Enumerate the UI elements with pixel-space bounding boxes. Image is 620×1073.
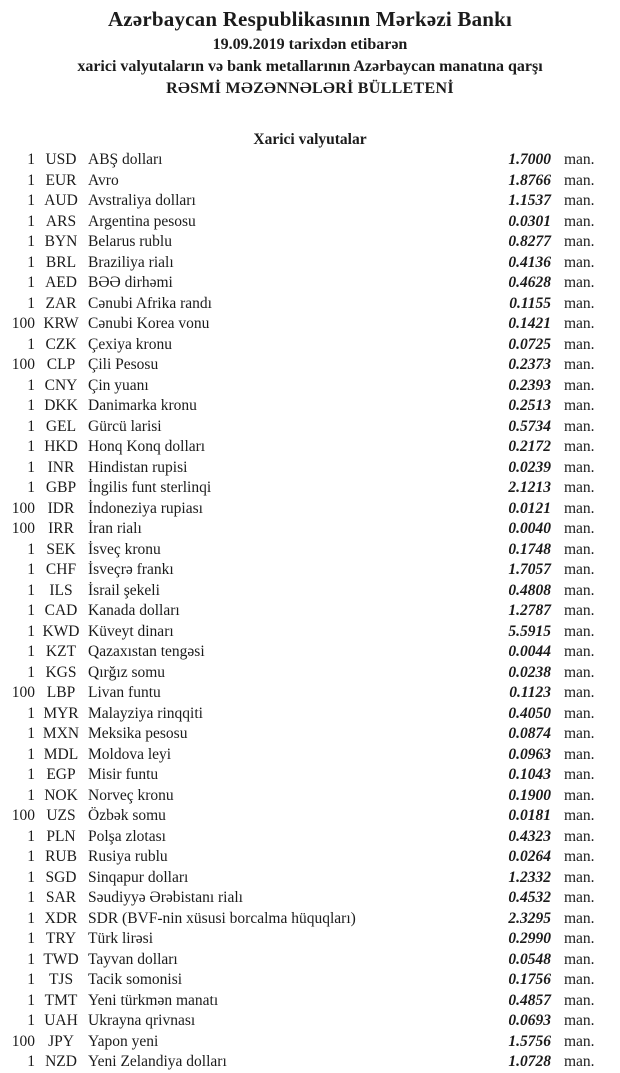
currency-name-cell: Moldova leyi bbox=[88, 745, 172, 763]
currency-code-cell: AUD bbox=[44, 192, 78, 210]
quantity-cell: 1 bbox=[27, 622, 35, 640]
unit-cell: man. bbox=[564, 827, 595, 845]
currency-code-cell: AED bbox=[45, 274, 77, 292]
unit-cell: man. bbox=[564, 192, 595, 210]
quantity-cell: 1 bbox=[27, 171, 35, 189]
rate-value-cell: 0.0874 bbox=[508, 725, 551, 743]
currency-name-cell: Avstraliya dolları bbox=[88, 192, 196, 210]
currency-name-cell: Braziliya rialı bbox=[88, 253, 174, 271]
currency-code-cell: UZS bbox=[46, 807, 76, 825]
bulletin-title: RƏSMİ MƏZƏNNƏLƏRİ BÜLLETENİ bbox=[166, 80, 454, 97]
bulletin-header bbox=[0, 0, 620, 100]
table-row bbox=[0, 950, 620, 971]
currency-code-cell: TRY bbox=[45, 930, 77, 948]
currency-name-cell: Avro bbox=[88, 171, 119, 189]
currency-name-cell: Norveç kronu bbox=[88, 786, 174, 804]
currency-code-cell: EUR bbox=[45, 171, 77, 189]
unit-cell: man. bbox=[564, 417, 595, 435]
unit-cell: man. bbox=[564, 540, 595, 558]
quantity-cell: 1 bbox=[27, 438, 35, 456]
table-row bbox=[0, 499, 620, 520]
rate-value-cell: 0.1043 bbox=[508, 766, 551, 784]
currency-code-cell: MXN bbox=[42, 725, 80, 743]
quantity-cell: 1 bbox=[27, 1012, 35, 1030]
currency-name-cell: İran rialı bbox=[88, 520, 142, 538]
currency-code-cell: UAH bbox=[44, 1012, 78, 1030]
rate-value-cell: 1.7057 bbox=[508, 561, 551, 579]
unit-cell: man. bbox=[564, 971, 595, 989]
unit-cell: man. bbox=[564, 684, 595, 702]
quantity-cell: 1 bbox=[27, 848, 35, 866]
table-row bbox=[0, 396, 620, 417]
table-row bbox=[0, 376, 620, 397]
table-row bbox=[0, 581, 620, 602]
currency-name-cell: Sinqapur dolları bbox=[88, 868, 189, 886]
currency-code-cell: USD bbox=[45, 151, 77, 169]
currency-code-cell: DKK bbox=[44, 397, 78, 415]
quantity-cell: 1 bbox=[27, 417, 35, 435]
rate-value-cell: 0.4808 bbox=[508, 581, 551, 599]
currency-code-cell: SGD bbox=[45, 868, 77, 886]
table-row bbox=[0, 191, 620, 212]
unit-cell: man. bbox=[564, 786, 595, 804]
currency-code-cell: ILS bbox=[49, 581, 73, 599]
currency-code-cell: CAD bbox=[44, 602, 78, 620]
rate-value-cell: 0.0044 bbox=[508, 643, 551, 661]
currency-code-cell: KGS bbox=[45, 663, 77, 681]
quantity-cell: 1 bbox=[27, 1053, 35, 1071]
unit-cell: man. bbox=[564, 868, 595, 886]
quantity-cell: 1 bbox=[27, 151, 35, 169]
quantity-cell: 1 bbox=[27, 335, 35, 353]
unit-cell: man. bbox=[564, 766, 595, 784]
currency-code-cell: JPY bbox=[48, 1032, 74, 1050]
rate-value-cell: 0.1900 bbox=[508, 786, 551, 804]
quantity-cell: 100 bbox=[11, 520, 35, 538]
quantity-cell: 1 bbox=[27, 397, 35, 415]
table-row bbox=[0, 478, 620, 499]
unit-cell: man. bbox=[564, 520, 595, 538]
rate-value-cell: 1.5756 bbox=[508, 1032, 551, 1050]
unit-cell: man. bbox=[564, 725, 595, 743]
currency-name-cell: İndoneziya rupiası bbox=[88, 499, 203, 517]
table-row bbox=[0, 642, 620, 663]
table-row bbox=[0, 704, 620, 725]
currency-code-cell: XDR bbox=[44, 909, 78, 927]
rate-value-cell: 1.2332 bbox=[508, 868, 551, 886]
table-row bbox=[0, 437, 620, 458]
rate-value-cell: 1.0728 bbox=[508, 1053, 551, 1071]
currency-code-cell: KRW bbox=[43, 315, 79, 333]
quantity-cell: 1 bbox=[27, 725, 35, 743]
rate-value-cell: 0.4323 bbox=[508, 827, 551, 845]
currency-name-cell: İsveçrə frankı bbox=[88, 561, 174, 579]
rate-value-cell: 0.1421 bbox=[508, 315, 551, 333]
table-row bbox=[0, 745, 620, 766]
table-row bbox=[0, 212, 620, 233]
unit-cell: man. bbox=[564, 602, 595, 620]
unit-cell: man. bbox=[564, 643, 595, 661]
unit-cell: man. bbox=[564, 581, 595, 599]
rate-value-cell: 0.8277 bbox=[508, 233, 551, 251]
rate-value-cell: 0.0548 bbox=[508, 950, 551, 968]
table-row bbox=[0, 765, 620, 786]
unit-cell: man. bbox=[564, 1032, 595, 1050]
table-row bbox=[0, 663, 620, 684]
table-row bbox=[0, 909, 620, 930]
table-row bbox=[0, 1011, 620, 1032]
unit-cell: man. bbox=[564, 233, 595, 251]
currency-code-cell: TJS bbox=[48, 971, 74, 989]
table-row bbox=[0, 786, 620, 807]
rate-value-cell: 0.5734 bbox=[508, 417, 551, 435]
table-row bbox=[0, 519, 620, 540]
currency-code-cell: BRL bbox=[45, 253, 77, 271]
currency-name-cell: Polşa zlotası bbox=[88, 827, 166, 845]
currency-code-cell: LBP bbox=[46, 684, 76, 702]
currency-code-cell: CNY bbox=[44, 376, 78, 394]
currency-code-cell: INR bbox=[47, 458, 75, 476]
rate-value-cell: 0.4136 bbox=[508, 253, 551, 271]
unit-cell: man. bbox=[564, 622, 595, 640]
currency-code-cell: KZT bbox=[45, 643, 77, 661]
unit-cell: man. bbox=[564, 479, 595, 497]
unit-cell: man. bbox=[564, 704, 595, 722]
quantity-cell: 1 bbox=[27, 233, 35, 251]
table-row bbox=[0, 232, 620, 253]
table-row bbox=[0, 847, 620, 868]
quantity-cell: 1 bbox=[27, 643, 35, 661]
quantity-cell: 1 bbox=[27, 889, 35, 907]
unit-cell: man. bbox=[564, 889, 595, 907]
subject-line: xarici valyutaların və bank metallarının Azərbaycan manatına qarşı bbox=[77, 58, 543, 75]
currency-code-cell: IRR bbox=[48, 520, 74, 538]
quantity-cell: 1 bbox=[27, 868, 35, 886]
table-row bbox=[0, 335, 620, 356]
quantity-cell: 100 bbox=[11, 1032, 35, 1050]
currency-code-cell: CLP bbox=[46, 356, 76, 374]
unit-cell: man. bbox=[564, 1053, 595, 1071]
quantity-cell: 1 bbox=[27, 376, 35, 394]
currency-code-cell: RUB bbox=[45, 848, 77, 866]
unit-cell: man. bbox=[564, 397, 595, 415]
currency-name-cell: Misir funtu bbox=[88, 766, 159, 784]
currency-name-cell: Yapon yeni bbox=[88, 1032, 159, 1050]
quantity-cell: 1 bbox=[27, 663, 35, 681]
rate-value-cell: 0.0963 bbox=[508, 745, 551, 763]
rate-value-cell: 0.0239 bbox=[508, 458, 551, 476]
table-row bbox=[0, 314, 620, 335]
currency-name-cell: Kanada dolları bbox=[88, 602, 180, 620]
currency-code-cell: EGP bbox=[46, 766, 76, 784]
rate-value-cell: 0.1756 bbox=[508, 971, 551, 989]
currency-code-cell: GEL bbox=[45, 417, 77, 435]
currency-name-cell: Türk lirəsi bbox=[88, 930, 153, 948]
unit-cell: man. bbox=[564, 499, 595, 517]
currency-code-cell: GBP bbox=[45, 479, 77, 497]
table-row bbox=[0, 970, 620, 991]
unit-cell: man. bbox=[564, 356, 595, 374]
rate-value-cell: 0.0181 bbox=[508, 807, 551, 825]
table-row bbox=[0, 683, 620, 704]
quantity-cell: 1 bbox=[27, 766, 35, 784]
quantity-cell: 1 bbox=[27, 274, 35, 292]
rate-value-cell: 1.8766 bbox=[508, 171, 551, 189]
quantity-cell: 100 bbox=[11, 807, 35, 825]
unit-cell: man. bbox=[564, 991, 595, 1009]
table-row bbox=[0, 355, 620, 376]
currency-code-cell: ARS bbox=[45, 212, 77, 230]
rates-table bbox=[0, 150, 620, 1073]
currency-name-cell: Meksika pesosu bbox=[88, 725, 188, 743]
rate-value-cell: 1.1537 bbox=[508, 192, 551, 210]
unit-cell: man. bbox=[564, 458, 595, 476]
quantity-cell: 1 bbox=[27, 212, 35, 230]
table-row bbox=[0, 622, 620, 643]
rate-value-cell: 0.0301 bbox=[508, 212, 551, 230]
quantity-cell: 1 bbox=[27, 540, 35, 558]
currency-code-cell: TMT bbox=[44, 991, 78, 1009]
currency-name-cell: Çin yuanı bbox=[88, 376, 149, 394]
quantity-cell: 1 bbox=[27, 827, 35, 845]
currency-code-cell: IDR bbox=[47, 499, 75, 517]
table-row bbox=[0, 540, 620, 561]
currency-name-cell: Argentina pesosu bbox=[88, 212, 196, 230]
rate-value-cell: 5.5915 bbox=[508, 622, 551, 640]
currency-name-cell: Çili Pesosu bbox=[88, 356, 159, 374]
currency-code-cell: TWD bbox=[43, 950, 79, 968]
currency-code-cell: BYN bbox=[44, 233, 78, 251]
unit-cell: man. bbox=[564, 561, 595, 579]
currency-name-cell: Malayziya rinqqiti bbox=[88, 704, 203, 722]
table-row bbox=[0, 929, 620, 950]
quantity-cell: 1 bbox=[27, 786, 35, 804]
table-row bbox=[0, 868, 620, 889]
quantity-cell: 1 bbox=[27, 581, 35, 599]
currency-name-cell: Danimarka kronu bbox=[88, 397, 197, 415]
rate-value-cell: 0.0693 bbox=[508, 1012, 551, 1030]
table-row bbox=[0, 724, 620, 745]
section-title-foreign-currencies: Xarici valyutalar bbox=[253, 131, 367, 148]
currency-name-cell: Rusiya rublu bbox=[88, 848, 168, 866]
currency-name-cell: Küveyt dinarı bbox=[88, 622, 174, 640]
unit-cell: man. bbox=[564, 807, 595, 825]
currency-code-cell: CZK bbox=[45, 335, 77, 353]
currency-name-cell: Yeni Zelandiya dolları bbox=[88, 1053, 227, 1071]
rate-value-cell: 0.2373 bbox=[508, 356, 551, 374]
unit-cell: man. bbox=[564, 315, 595, 333]
table-row bbox=[0, 827, 620, 848]
rate-value-cell: 0.0040 bbox=[508, 520, 551, 538]
table-row bbox=[0, 253, 620, 274]
quantity-cell: 1 bbox=[27, 602, 35, 620]
currency-code-cell: NZD bbox=[45, 1053, 77, 1071]
table-row bbox=[0, 991, 620, 1012]
quantity-cell: 1 bbox=[27, 192, 35, 210]
unit-cell: man. bbox=[564, 909, 595, 927]
unit-cell: man. bbox=[564, 745, 595, 763]
currency-name-cell: Gürcü larisi bbox=[88, 417, 162, 435]
table-row bbox=[0, 1052, 620, 1073]
table-row bbox=[0, 560, 620, 581]
rate-value-cell: 0.4628 bbox=[508, 274, 551, 292]
rate-value-cell: 0.4532 bbox=[508, 889, 551, 907]
currency-name-cell: Çexiya kronu bbox=[88, 335, 172, 353]
rate-value-cell: 0.2393 bbox=[508, 376, 551, 394]
unit-cell: man. bbox=[564, 335, 595, 353]
rate-value-cell: 0.4050 bbox=[508, 704, 551, 722]
quantity-cell: 1 bbox=[27, 294, 35, 312]
currency-name-cell: İngilis funt sterlinqi bbox=[88, 479, 212, 497]
table-row bbox=[0, 171, 620, 192]
quantity-cell: 1 bbox=[27, 704, 35, 722]
quantity-cell: 100 bbox=[11, 684, 35, 702]
currency-name-cell: Cənubi Afrika randı bbox=[88, 294, 212, 312]
table-row bbox=[0, 806, 620, 827]
table-row bbox=[0, 1032, 620, 1053]
quantity-cell: 1 bbox=[27, 930, 35, 948]
currency-code-cell: PLN bbox=[46, 827, 76, 845]
currency-name-cell: Yeni türkmən manatı bbox=[88, 991, 219, 1009]
quantity-cell: 100 bbox=[11, 499, 35, 517]
rate-value-cell: 0.2172 bbox=[508, 438, 551, 456]
currency-code-cell: ZAR bbox=[45, 294, 77, 312]
quantity-cell: 1 bbox=[27, 991, 35, 1009]
unit-cell: man. bbox=[564, 848, 595, 866]
unit-cell: man. bbox=[564, 1012, 595, 1030]
rate-value-cell: 0.1123 bbox=[509, 684, 551, 702]
currency-code-cell: NOK bbox=[44, 786, 78, 804]
quantity-cell: 1 bbox=[27, 479, 35, 497]
table-row bbox=[0, 294, 620, 315]
table-row bbox=[0, 417, 620, 438]
unit-cell: man. bbox=[564, 376, 595, 394]
quantity-cell: 100 bbox=[11, 356, 35, 374]
quantity-cell: 1 bbox=[27, 561, 35, 579]
currency-name-cell: Səudiyyə Ərəbistanı rialı bbox=[88, 889, 243, 907]
quantity-cell: 1 bbox=[27, 745, 35, 763]
unit-cell: man. bbox=[564, 274, 595, 292]
currency-name-cell: Özbək somu bbox=[88, 807, 166, 825]
quantity-cell: 1 bbox=[27, 909, 35, 927]
currency-code-cell: MDL bbox=[43, 745, 79, 763]
currency-code-cell: MYR bbox=[43, 704, 79, 722]
currency-name-cell: Livan funtu bbox=[88, 684, 161, 702]
rate-value-cell: 2.1213 bbox=[508, 479, 551, 497]
currency-name-cell: Tacik somonisi bbox=[88, 971, 183, 989]
unit-cell: man. bbox=[564, 663, 595, 681]
table-row bbox=[0, 458, 620, 479]
currency-code-cell: HKD bbox=[44, 438, 78, 456]
currency-code-cell: SEK bbox=[46, 540, 76, 558]
currency-name-cell: Qırğız somu bbox=[88, 663, 166, 681]
effective-date-line: 19.09.2019 tarixdən etibarən bbox=[212, 36, 408, 53]
rate-value-cell: 0.0238 bbox=[508, 663, 551, 681]
currency-code-cell: CHF bbox=[45, 561, 77, 579]
currency-name-cell: Honq Konq dolları bbox=[88, 438, 206, 456]
currency-name-cell: Belarus rublu bbox=[88, 233, 172, 251]
currency-name-cell: İsveç kronu bbox=[88, 540, 161, 558]
unit-cell: man. bbox=[564, 253, 595, 271]
unit-cell: man. bbox=[564, 950, 595, 968]
quantity-cell: 1 bbox=[27, 950, 35, 968]
quantity-cell: 1 bbox=[27, 253, 35, 271]
currency-name-cell: Cənubi Korea vonu bbox=[88, 315, 210, 333]
currency-name-cell: Qazaxıstan tengəsi bbox=[88, 643, 205, 661]
currency-code-cell: KWD bbox=[42, 622, 80, 640]
unit-cell: man. bbox=[564, 171, 595, 189]
quantity-cell: 100 bbox=[11, 315, 35, 333]
rate-value-cell: 2.3295 bbox=[508, 909, 551, 927]
bank-name: Azərbaycan Respublikasının Mərkəzi Bankı bbox=[107, 7, 513, 31]
rate-value-cell: 0.1748 bbox=[508, 540, 551, 558]
currency-name-cell: BƏƏ dirhəmi bbox=[88, 274, 173, 292]
rate-value-cell: 0.4857 bbox=[508, 991, 551, 1009]
rate-value-cell: 1.7000 bbox=[508, 151, 551, 169]
unit-cell: man. bbox=[564, 294, 595, 312]
rate-value-cell: 0.0725 bbox=[508, 335, 551, 353]
unit-cell: man. bbox=[564, 438, 595, 456]
rate-value-cell: 1.2787 bbox=[508, 602, 551, 620]
quantity-cell: 1 bbox=[27, 971, 35, 989]
currency-name-cell: SDR (BVF-nin xüsusi borcalma hüquqları) bbox=[88, 909, 356, 927]
table-row bbox=[0, 273, 620, 294]
currency-name-cell: ABŞ dolları bbox=[88, 151, 163, 169]
currency-code-cell: SAR bbox=[45, 889, 77, 907]
table-row bbox=[0, 150, 620, 171]
rate-value-cell: 0.0264 bbox=[508, 848, 551, 866]
currency-name-cell: Tayvan dolları bbox=[88, 950, 178, 968]
unit-cell: man. bbox=[564, 930, 595, 948]
currency-name-cell: İsrail şekeli bbox=[88, 581, 160, 599]
unit-cell: man. bbox=[564, 212, 595, 230]
unit-cell: man. bbox=[564, 151, 595, 169]
table-row bbox=[0, 601, 620, 622]
rate-value-cell: 0.0121 bbox=[508, 499, 551, 517]
currency-name-cell: Ukrayna qrivnası bbox=[88, 1012, 196, 1030]
rate-value-cell: 0.2513 bbox=[508, 397, 551, 415]
table-row bbox=[0, 888, 620, 909]
rate-value-cell: 0.1155 bbox=[509, 294, 551, 312]
quantity-cell: 1 bbox=[27, 458, 35, 476]
currency-name-cell: Hindistan rupisi bbox=[88, 458, 188, 476]
rate-value-cell: 0.2990 bbox=[508, 930, 551, 948]
